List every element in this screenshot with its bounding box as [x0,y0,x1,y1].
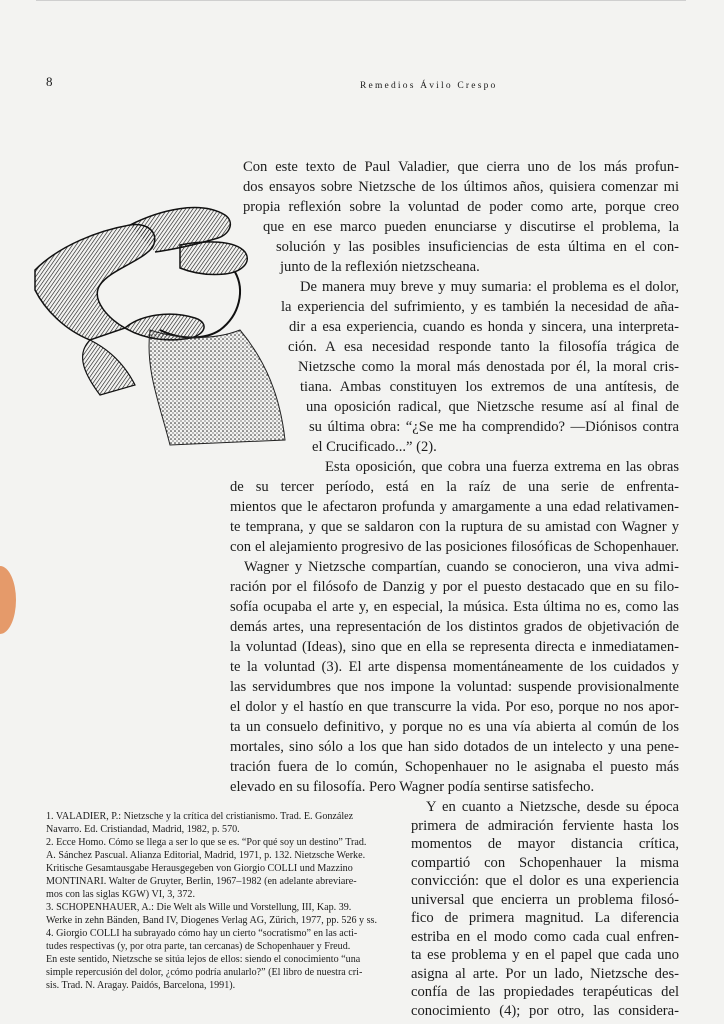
footnote-line: MONTINARI. Walter de Gruyter, Berlin, 1967–1982 (en adelante abreviare- [46,876,357,888]
body-line: propia reflexión sobre la voluntad de poder como arte, porque creo [243,199,679,215]
body-line: dir a esa experiencia, cuando es honda y sincera, una interpreta- [289,319,679,335]
footnote-line: 2. Ecce Homo. Cómo se llega a ser lo que se es. “Por qué soy un destino” Trad. [46,837,367,849]
body-line: el dolor y el hastío en que transcurre la vida. Por eso, porque no nos apor- [230,699,679,715]
top-rule [36,0,686,1]
body-line: primera de admiración ferviente hasta los [411,817,679,834]
footnote-line: sis. Trad. N. Aragay. Paidós, Barcelona, 1991). [46,980,236,992]
body-line: Esta oposición, que cobra una fuerza extrema en las obras [325,459,679,475]
body-line: conocimiento (4); por otro, las considera- [411,1002,679,1019]
body-line: momentos de mayor distancia crítica, [411,836,679,852]
body-line: el Crucificado...” (2). [312,439,437,455]
edge-smudge [0,565,18,635]
body-line: Nietzsche como la moral más denostada por él, la moral cris- [298,359,679,375]
body-line: confía de las propiedades terapéuticas del [411,984,679,1000]
body-line: junto de la reflexión nietzscheana. [280,259,480,275]
body-line: te temprana, y que se saldaron con la ruptura de su amistad con Wagner y [230,519,679,535]
body-line: estriba en el modo como cada cual enfren- [411,928,679,945]
body-line: tración fuera de lo común, Schopenhauer no le asignaba el puesto más [230,759,679,775]
body-line: ración por el filósofo de Danzig y por el puesto destacado que en su filo- [230,579,679,595]
page-number: 8 [46,74,53,89]
footnote-line: Werke in zehn Bänden, Band IV, Diogenes Verlag AG, Zürich, 1977, pp. 526 y ss. [46,915,378,927]
body-line: te la voluntad (3). El arte dispensa momentáneamente de los cuidados y [230,659,679,675]
body-line: dos ensayos sobre Nietzsche de los últimos años, quisiera comenzar mi [243,179,679,195]
footnote-line: mos con las siglas KGW) VI, 3, 372. [46,889,195,901]
footnote-line: 4. Giorgio COLLI ha subrayado cómo hay un cierto “socratismo” en las acti- [46,928,358,940]
body-line: compartió con Schopenhauer la misma [411,854,679,871]
body-line: la experiencia del sufrimiento, y es también la necesidad de aña- [281,299,679,315]
body-line: de su tercer período, está en la raíz de una serie de enfrenta- [230,479,679,495]
running-head: Remedios Ávilo Crespo [360,81,498,91]
body-line: su última obra: “¿Se me ha comprendido? —Diónisos contra [309,419,679,435]
footnote-line: Kritische Gesamtausgabe Herausgegeben von Giorgio COLLI und Mazzino [46,863,353,875]
body-line: que en ese marco pueden enunciarse y discutirse el problema, la [263,219,679,235]
footnote-line: Navarro. Ed. Cristiandad, Madrid, 1982, p. 570. [46,824,240,836]
footnote-line: 3. SCHOPENHAUER, A.: Die Welt als Wille und Vorstellung, III, Kap. 39. [46,902,352,914]
body-line: ta ese problema y en el papel que cada uno [411,947,679,963]
body-line: universal que encierra un problema filosó- [411,891,679,908]
body-line: mientos que le afectaron profunda y amargamente a una edad relativamen- [230,499,679,515]
body-line: con el alejamiento progresivo de las posiciones filosóficas de Schopenhauer. [230,539,679,555]
body-line: convicción: que el dolor es una experiencia [411,873,679,889]
body-line: asigna al arte. Por un lado, Nietzsche des- [411,965,679,982]
body-line: una oposición radical, que Nietzsche resume así al final de [306,399,679,415]
body-line: ción. A esa necesidad responde tanto la filosofía trágica de [288,339,679,355]
body-line: solución y las posibles insuficiencias de esta última en el con- [276,239,679,255]
body-line: Con este texto de Paul Valadier, que cierra uno de los más profun- [243,159,679,175]
body-line: demás artes, una representación de los distintos grados de objetivación de [230,619,679,635]
body-line: ta un consuelo definitivo, y porque no es una vía abierta al común de los [230,719,679,735]
body-line: Y en cuanto a Nietzsche, desde su época [426,799,679,815]
body-line: mortales, sino sólo a los que han sido dotados de un intelecto y una pene- [230,739,679,755]
body-line: sofía ocupaba el arte y, en especial, la música. Esta última no es, como las [230,599,679,615]
footnote-line: En este sentido, Nietzsche se sitúa lejos de ellos: siendo el conocimiento “una [46,954,361,966]
body-line: tiana. Ambas constituyen los extremos de una antítesis, de [300,379,679,395]
body-line: elevado en su filosofía. Pero Wagner podía sentirse satisfecho. [230,779,595,795]
body-line: la voluntad (Ideas), sino que en ella se representa directa e inmediatamen- [230,639,679,655]
footnote-line: simple repercusión del dolor, ¿cómo podría anularlo?” (El libro de nuestra cri- [46,967,363,979]
footnote-line: A. Sánchez Pascual. Alianza Editorial, Madrid, 1971, p. 132. Nietzsche Werke. [46,850,366,862]
body-line: De manera muy breve y muy sumaria: el problema es el dolor, [300,279,679,295]
footnote-line: 1. VALADIER, P.: Nietzsche y la crítica del cristianismo. Trad. E. González [46,811,354,823]
footnote-line: tudes respectivas (y, por otra parte, tan cercanas) de Schopenhauer y Freud. [46,941,351,953]
body-line: fico de primera magnitud. La diferencia [411,910,679,926]
body-line: Wagner y Nietzsche compartían, cuando se conocieron, una viva admi- [244,559,679,575]
body-line: las servidumbres que nos impone la voluntad: suspende provisionalmente [230,679,679,695]
